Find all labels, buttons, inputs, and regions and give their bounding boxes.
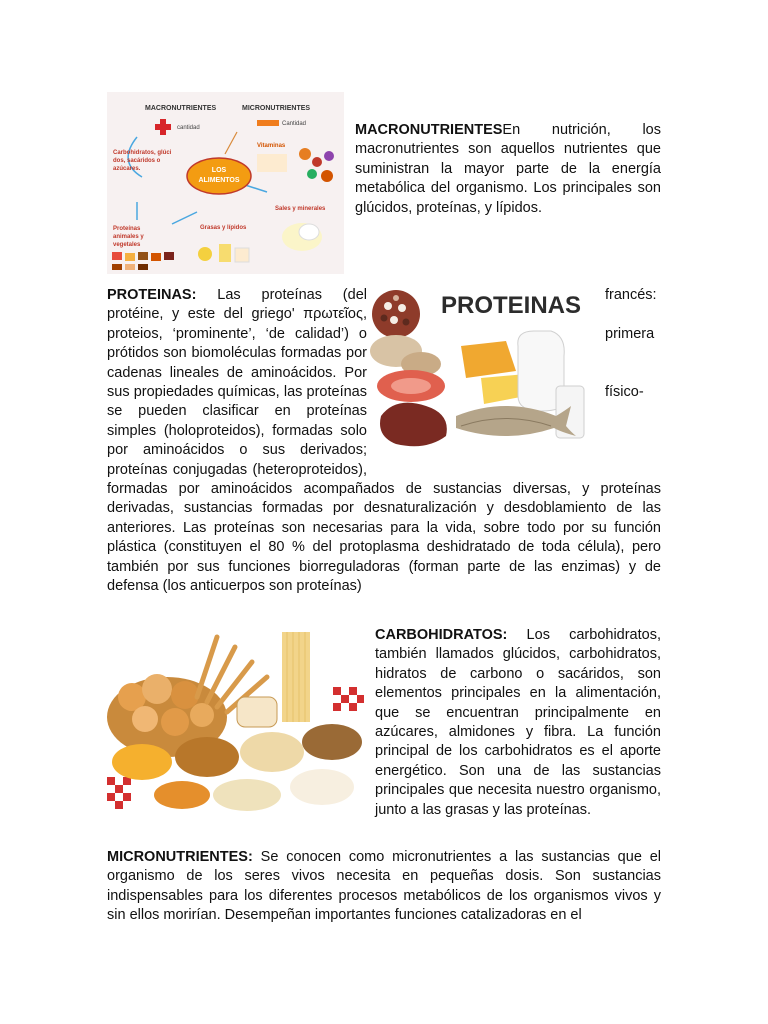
macronutrients-diagram-image (107, 92, 344, 274)
macronutrients-body: En nutrición, los macronutrientes son aquellos nutrientes que suministran la mayor parte de la energía metabólica del organismo. Los principales son glúcidos, proteínas, y lípidos. (355, 122, 661, 216)
diagram-carbs-label: Carbohidratos, glúci dos, sacáridos o azúcares. (113, 150, 172, 172)
proteins-paragraph (107, 286, 661, 597)
micronutrients-body: Se conocen como micronutrientes a las sustancias que el organismo de los seres vivos necesita en pequeñas dosis. Son sustancias indispensables para los diferentes procesos metabólicos de los organismos vivos y sin ellos morirían. Desempeñan importantes funciones catalizadoras en el (107, 849, 661, 924)
svg-text:LOS: LOS (211, 167, 227, 174)
macronutrients-paragraph (355, 121, 661, 218)
carbohydrates-paragraph (107, 626, 661, 820)
carbohydrates-body: Los carbohidratos, también llamados glúcidos, carbohidratos, hidratos de carbono o sacáridos, son elementos principales en la alimentación, que se encuentran principalmente en azúcares, almidones y fibra. La función principal de los carbohidratos es el aporte energético. Son una de las sustancias principales que necesita nuestro organismo, junto a las grasas y las proteínas. (375, 627, 661, 818)
diagram-vitaminas-label: Vitaminas (257, 143, 286, 149)
proteins-body: Las proteínas (del protéine, y este del griego' πρωτεῖος, proteios, ‘prominente’, ‘de calidad’) o prótidos son biomoléculas formadas por cadenas lineales de aminoácidos. Por sus propiedades químicas, las proteínas se pueden clasificar en proteínas simples (holoproteidos), formadas solo por aminoácidos o sus derivados; proteínas conjugadas (heteroproteidos), formadas por aminoácidos acompañados de sustancias diversas, y proteínas derivadas, sustancias formadas por desnaturalización y desdoblamiento de las anteriores. Las proteínas son necesarias para la vida, sobre todo por su función plástica (constituyen el 80 % del protoplasma deshidratado de toda célula), pero también por sus funciones biorreguladoras (forman parte de las enzimas) y de defensa (los anticuerpos son proteínas) (107, 287, 661, 595)
side-word-frances: francés: (605, 287, 657, 303)
proteins-heading: PROTEINAS: (107, 287, 197, 303)
carbohydrates-heading: CARBOHIDRATOS: (375, 627, 508, 643)
svg-text:ALIMENTOS: ALIMENTOS (198, 177, 240, 184)
side-word-fisico: físico- (605, 383, 644, 400)
side-word-primera: primera (605, 325, 655, 342)
diagram-cantidad-left: cantidad (177, 125, 200, 131)
diagram-proteinas-label: Proteínas animales y vegetales (113, 226, 144, 248)
micronutrients-paragraph (107, 848, 661, 926)
proteins-image-space (367, 286, 661, 464)
carbohydrates-image-space (107, 626, 375, 815)
diagram-sales-label: Sales y minerales (275, 206, 326, 212)
diagram-grasas-label: Grasas y lípidos (200, 225, 247, 231)
quantity-bar-icon (257, 120, 279, 126)
proteins-image-title: PROTEINAS (441, 292, 582, 319)
center-ellipse (187, 158, 251, 194)
diagram-micro-title: MICRONUTRIENTES (242, 105, 311, 112)
diagram-macro-title: MACRONUTRIENTES (145, 105, 217, 112)
diagram-cantidad-right: Cantidad (282, 121, 307, 127)
diagram-illustration (107, 92, 344, 274)
macronutrients-heading: MACRONUTRIENTES (355, 122, 503, 138)
micronutrients-heading: MICRONUTRIENTES: (107, 849, 253, 865)
